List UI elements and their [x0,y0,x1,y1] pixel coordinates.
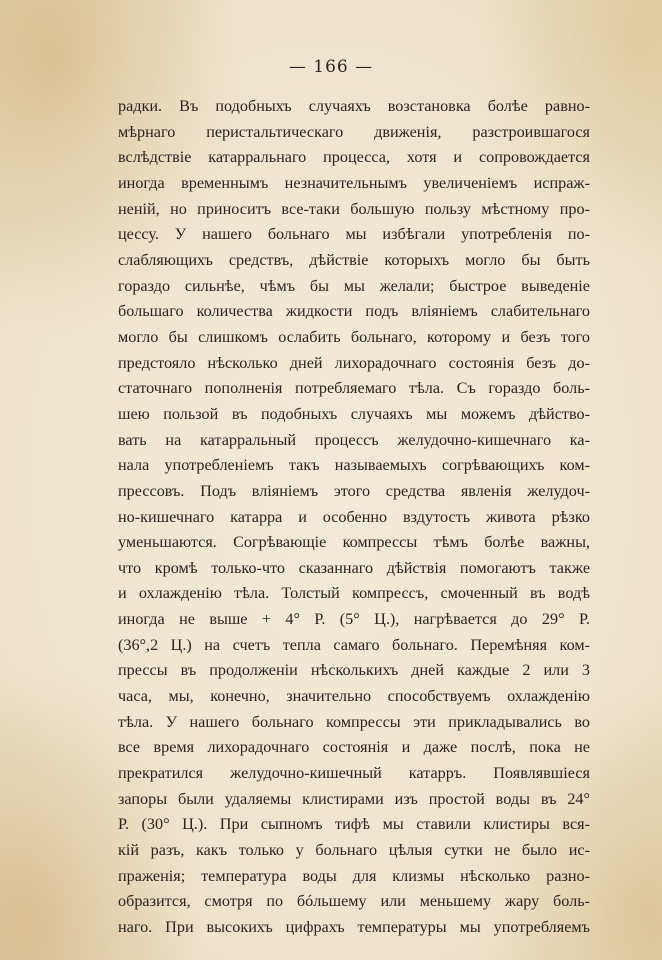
text-line: большаго количества жидкости подъ вліяніемъ слабительнаго [118,302,590,321]
text-line: и охлажденію тѣла. Толстый компрессъ, смоченный въ водѣ [118,584,590,603]
text-line: запоры были удаляемы клистирами изъ простой воды въ 24° [118,789,590,808]
text-line: гораздо сильнѣе, чѣмъ бы мы желали; быстрое выведеніе [118,276,590,295]
text-line: прессы въ продолженіи нѣсколькихъ дней каждые 2 или 3 [118,661,590,680]
text-line: тѣла. У нашего больнаго компрессы эти прикладывались во [118,712,590,731]
text-line: радки. Въ подобныхъ случаяхъ возстановка болѣе равно- [118,97,590,115]
text-line: но-кишечнаго катарра и особенно вздутость живота рѣзко [118,507,590,526]
text-line: наго. При высокихъ цифрахъ температуры мы употребляемъ [118,918,590,936]
page-number: — 166 — [288,57,374,77]
text-line: статочнаго пополненія потребляемаго тѣла. Съ гораздо боль- [118,379,590,398]
text-line: мѣрнаго перистальтическаго движенія, разстроившагося [118,122,590,141]
text-line: вслѣдствіе катарральнаго процесса, хотя и сопровождается [118,148,590,167]
text-line: нала употребленіемъ такъ называемыхъ согрѣвающихъ ком- [118,456,590,475]
text-line: цессу. У нашего больнаго мы избѣгали употребленія по- [118,225,590,244]
text-line: предстояло нѣсколько дней лихорадочнаго состоянія безъ до- [118,353,590,372]
text-line: образится, смотря по бóльшему или меньшему жару боль- [118,892,590,911]
text-line: (36°,2 Ц.) на счетъ тепла самаго больнаго. Перемѣняя ком- [118,635,590,654]
text-line: Р. (30° Ц.). При сыпномъ тифѣ мы ставили клистиры вся- [118,815,590,834]
body-text [118,94,590,941]
text-line: шею пользой въ подобныхъ случаяхъ мы можемъ дѣйство- [118,404,590,423]
text-line: прекратился желудочно-кишечный катарръ. Появлявшіеся [118,764,590,783]
text-line: уменьшаются. Согрѣвающіе компрессы тѣмъ болѣе важны, [118,533,590,552]
text-line: слабляющихъ средствъ, дѣйствіе которыхъ могло бы быть [118,250,590,269]
text-line: праженія; температура воды для клизмы нѣсколько разно- [118,866,590,885]
text-line: могло бы слишкомъ ослабить больнаго, которому и безъ того [118,327,590,346]
text-line: что кромѣ только-что сказаннаго дѣйствія помогаютъ также [118,558,590,577]
text-line: иногда временнымъ незначительнымъ увеличеніемъ испраж- [118,173,590,192]
text-line: вать на катарральный процессъ желудочно-кишечнаго ка- [118,430,590,449]
text-line: неній, но приноситъ все-таки большую пользу мѣстному про- [118,199,590,218]
text-line: все время лихорадочнаго состоянія и даже послѣ, пока не [118,738,590,757]
text-line: кій разъ, какъ только у больнаго цѣлыя сутки не было ис- [118,841,590,860]
text-line: прессовъ. Подъ вліяніемъ этого средства явленія желудоч- [118,481,590,500]
text-line: иногда не выше + 4° Р. (5° Ц.), нагрѣвается до 29° Р. [118,610,590,629]
text-line: часа, мы, конечно, значительно способствуемъ охлажденію [118,687,590,706]
